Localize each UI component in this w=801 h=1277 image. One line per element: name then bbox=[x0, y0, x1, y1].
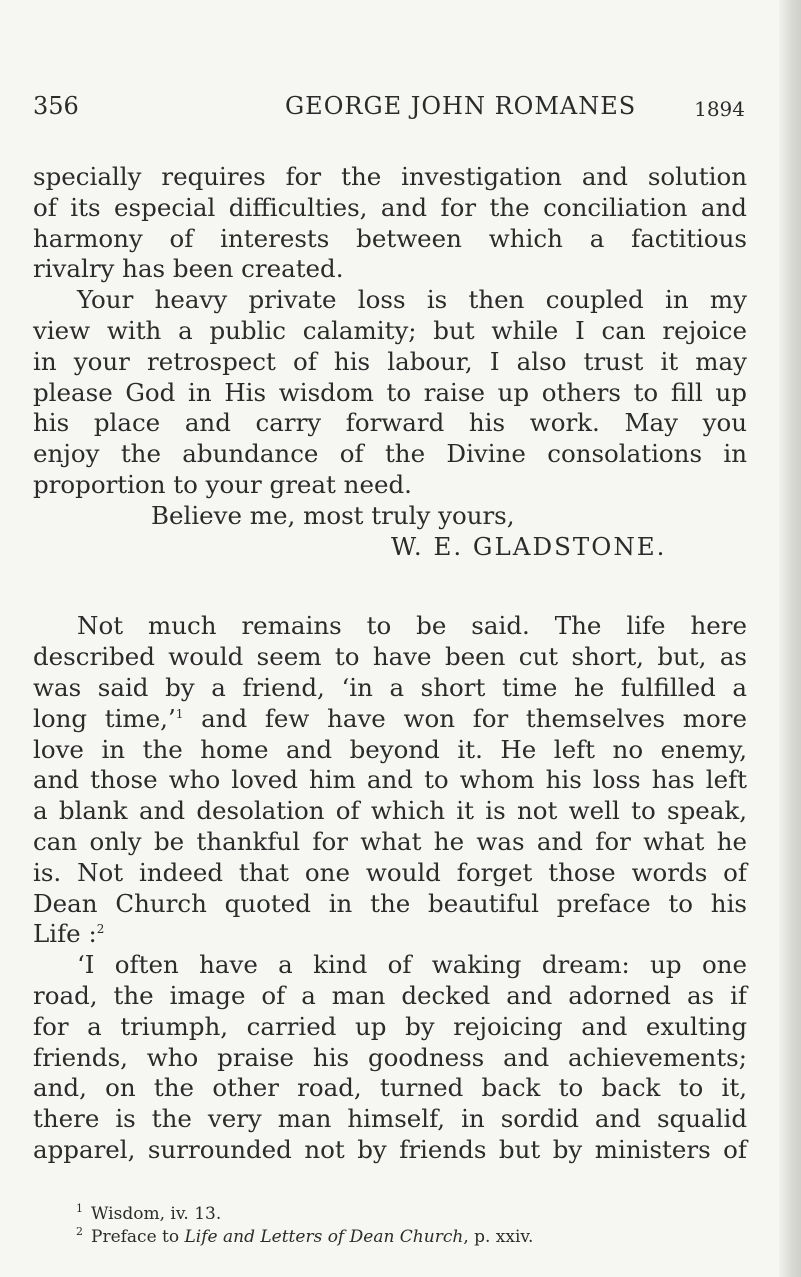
text-line: and those who loved him and to whom his loss has left bbox=[33, 765, 747, 795]
section-gap bbox=[33, 562, 747, 611]
footnote-1 bbox=[76, 1203, 533, 1226]
text-line: described would seem to have been cut short, but, as bbox=[33, 642, 747, 672]
text-line: his place and carry forward his work. May you bbox=[33, 408, 747, 438]
text-line: road, the image of a man decked and adorned as if bbox=[33, 980, 747, 1010]
text-line: apparel, surrounded not by friends but by ministers of bbox=[33, 1134, 747, 1164]
footnote-mark: 2 bbox=[76, 1225, 83, 1239]
footnote-ref-1[interactable]: 1 bbox=[175, 706, 184, 721]
footnote-2 bbox=[76, 1226, 533, 1249]
footnote-mark: 1 bbox=[76, 1202, 83, 1216]
text-line: Your heavy private loss is then coupled in my bbox=[77, 285, 747, 315]
text-line: was said by a friend, ‘in a short time he fulfilled a bbox=[33, 672, 747, 702]
text-line: specially requires for the investigation and solution bbox=[33, 162, 747, 191]
text-fragment: Life : bbox=[33, 919, 97, 949]
footnote-book-title: Life and Letters of Dean Church bbox=[184, 1227, 464, 1247]
footnotes bbox=[76, 1203, 533, 1249]
running-header bbox=[33, 92, 745, 132]
text-line: can only be thankful for what he was and for what he bbox=[33, 826, 747, 856]
paragraph-2 bbox=[33, 285, 747, 501]
text-line: Dean Church quoted in the beautiful preface to his bbox=[33, 888, 747, 918]
text-line: view with a public calamity; but while I can rejoice bbox=[33, 315, 747, 345]
text-line: rivalry has been created. bbox=[33, 254, 344, 284]
page-edge bbox=[779, 0, 801, 1277]
text-line: in your retrospect of his labour, I also trust it may bbox=[33, 346, 747, 376]
page-body bbox=[33, 162, 747, 1166]
text-line: ‘I often have a kind of waking dream: up one bbox=[77, 950, 747, 980]
text-line: for a triumph, carried up by rejoicing and exulting bbox=[33, 1011, 747, 1041]
text-line: of its especial difficulties, and for the conciliation and bbox=[33, 192, 747, 222]
running-head-title: GEORGE JOHN ROMANES bbox=[285, 92, 637, 120]
paragraph-1 bbox=[33, 162, 747, 285]
text-line: please God in His wisdom to raise up others to fill up bbox=[33, 377, 747, 407]
footnote-text: Preface to bbox=[91, 1227, 185, 1247]
text-line: harmony of interests between which a factitious bbox=[33, 223, 747, 253]
paragraph-3 bbox=[33, 611, 747, 950]
header-year: 1894 bbox=[694, 97, 745, 121]
text-line: proportion to your great need. bbox=[33, 469, 412, 499]
text-line: a blank and desolation of which it is not well to speak, bbox=[33, 796, 747, 826]
page-number: 356 bbox=[33, 92, 79, 120]
footnote-text: , p. xxiv. bbox=[463, 1227, 534, 1247]
text-line: friends, who praise his goodness and achievements; bbox=[33, 1042, 747, 1072]
footnote-text: Wisdom, iv. 13. bbox=[91, 1204, 222, 1224]
text-line: Not much remains to be said. The life here bbox=[77, 611, 747, 641]
paragraph-4-quotation bbox=[33, 950, 747, 1166]
text-line: there is the very man himself, in sordid and squalid bbox=[33, 1104, 747, 1134]
letter-closing bbox=[33, 501, 747, 563]
footnote-ref-2[interactable]: 2 bbox=[96, 922, 105, 937]
text-line: and, on the other road, turned back to back to it, bbox=[33, 1073, 747, 1103]
text-line bbox=[33, 704, 747, 735]
text-line: enjoy the abundance of the Divine consolations in bbox=[33, 439, 747, 469]
text-line bbox=[33, 919, 747, 950]
closing-salutation: Believe me, most truly yours, bbox=[151, 500, 515, 530]
text-fragment: long time,’ bbox=[33, 703, 176, 733]
text-fragment: and few have won for themselves more bbox=[183, 703, 747, 733]
signature: W. E. GLADSTONE. bbox=[391, 531, 667, 561]
text-line: love in the home and beyond it. He left no enemy, bbox=[33, 734, 747, 764]
text-line: is. Not indeed that one would forget those words of bbox=[33, 857, 747, 887]
